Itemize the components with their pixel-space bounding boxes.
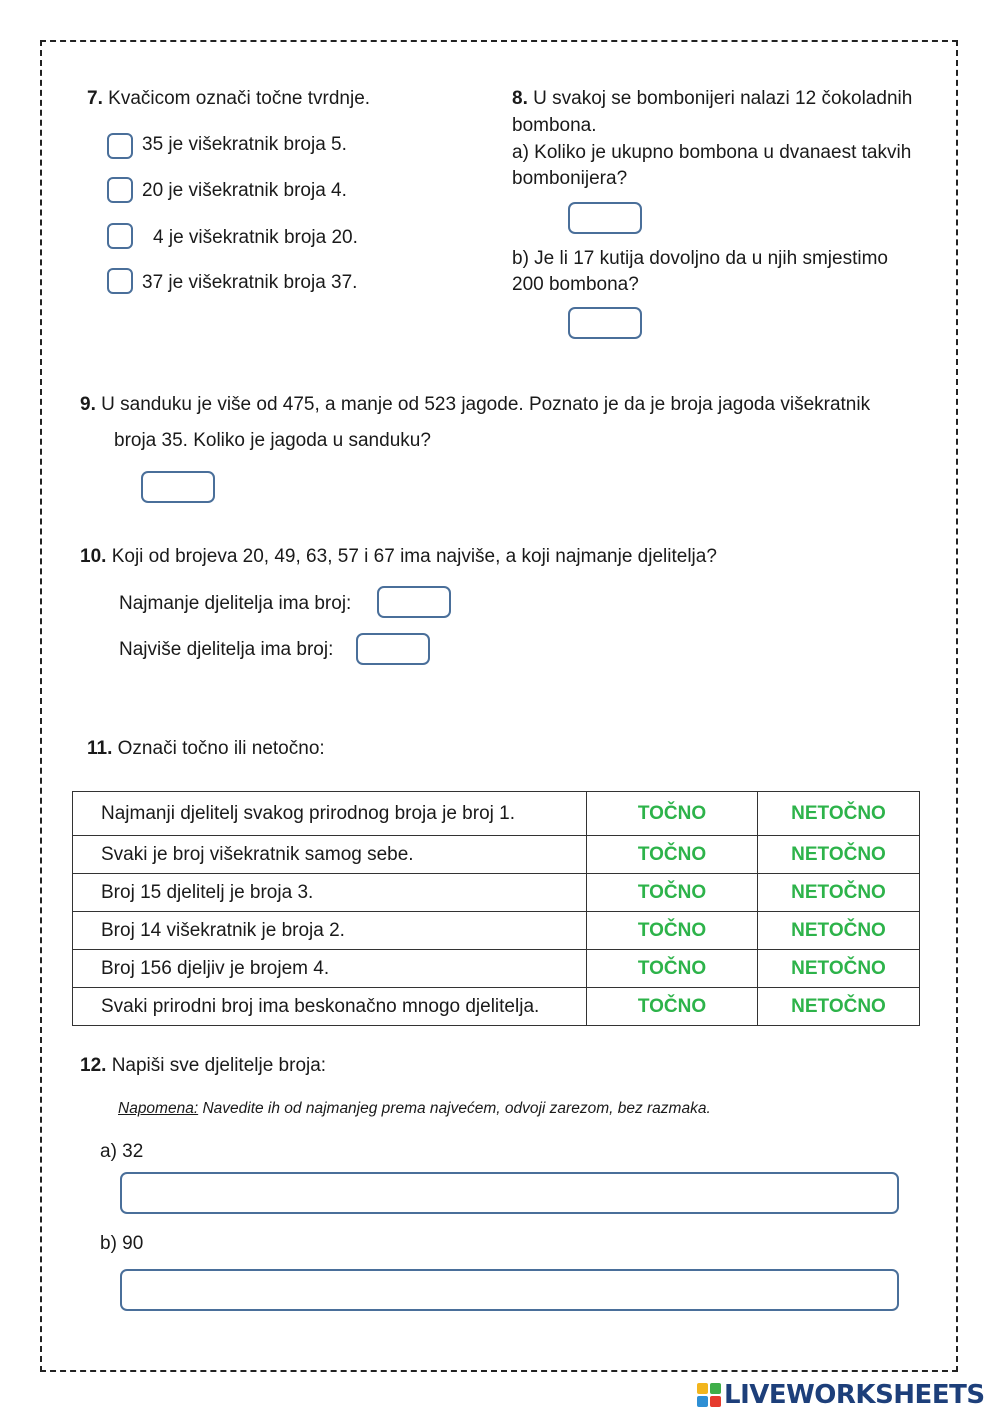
q7-prompt: 7. Kvačicom označi točne tvrdnje. <box>87 88 371 109</box>
liveworksheets-logo <box>697 1380 985 1410</box>
q9-answer-input[interactable] <box>141 471 215 503</box>
false-option[interactable]: NETOČNO <box>758 950 920 988</box>
q11-prompt: 11. Označi točno ili netočno: <box>87 738 325 759</box>
statement-cell: Broj 15 djelitelj je broja 3. <box>73 874 587 912</box>
q10-prompt: 10. Koji od brojeva 20, 49, 63, 57 i 67 ima najviše, a koji najmanje djelitelja? <box>80 546 717 567</box>
q8-a-answer-input[interactable] <box>568 202 642 234</box>
q12-a-label: a) 32 <box>100 1141 144 1162</box>
q12-note: Napomena: Navedite ih od najmanjeg prema najvećem, odvoji zarezom, bez razmaka. <box>118 1100 711 1117</box>
q7-item-3: 4 je višekratnik broja 20. <box>153 227 358 248</box>
q10-least-input[interactable] <box>377 586 451 618</box>
false-option[interactable]: NETOČNO <box>758 836 920 874</box>
q7-checkbox-4[interactable] <box>107 268 133 294</box>
statement-cell: Broj 156 djeljiv je brojem 4. <box>73 950 587 988</box>
q11-number: 11. <box>87 738 113 759</box>
q7-item-1: 35 je višekratnik broja 5. <box>142 134 347 155</box>
false-option[interactable]: NETOČNO <box>758 912 920 950</box>
q12-prompt: 12. Napiši sve djelitelje broja: <box>80 1055 327 1076</box>
true-option[interactable]: TOČNO <box>587 836 758 874</box>
q8-a-line1: a) Koliko je ukupno bombona u dvanaest takvih <box>512 142 912 163</box>
logo-square-yellow <box>697 1383 708 1394</box>
logo-square-green <box>710 1383 721 1394</box>
q8-prompt-line1: 8. U svakoj se bombonijeri nalazi 12 čokoladnih <box>512 88 913 109</box>
false-option[interactable]: NETOČNO <box>758 874 920 912</box>
true-option[interactable]: TOČNO <box>587 874 758 912</box>
logo-mark-icon <box>697 1383 721 1407</box>
table-row <box>73 988 920 1026</box>
table-row <box>73 950 920 988</box>
q12-a-answer-input[interactable] <box>120 1172 899 1214</box>
table-row <box>73 912 920 950</box>
q7-item-4: 37 je višekratnik broja 37. <box>142 272 358 293</box>
q12-b-answer-input[interactable] <box>120 1269 899 1311</box>
q8-b-line2: 200 bombona? <box>512 274 639 295</box>
table-row <box>73 874 920 912</box>
q7-checkbox-3[interactable] <box>107 223 133 249</box>
q12-number: 12. <box>80 1055 107 1076</box>
false-option[interactable]: NETOČNO <box>758 988 920 1026</box>
true-false-table <box>72 791 920 1026</box>
statement-cell: Najmanji djelitelj svakog prirodnog broja je broj 1. <box>73 792 587 836</box>
true-option[interactable]: TOČNO <box>587 912 758 950</box>
q10-most-input[interactable] <box>356 633 430 665</box>
q10-number: 10. <box>80 546 107 567</box>
q9-line1: 9. U sanduku je više od 475, a manje od 523 jagode. Poznato je da je broja jagoda višekratnik <box>80 394 871 415</box>
q10-most-label: Najviše djelitelja ima broj: <box>119 639 334 660</box>
q7-checkbox-1[interactable] <box>107 133 133 159</box>
statement-cell: Broj 14 višekratnik je broja 2. <box>73 912 587 950</box>
q7-item-2: 20 je višekratnik broja 4. <box>142 180 347 201</box>
q8-b-line1: b) Je li 17 kutija dovoljno da u njih smjestimo <box>512 248 888 269</box>
table-row <box>73 792 920 836</box>
q12-b-label: b) 90 <box>100 1233 144 1254</box>
logo-square-red <box>710 1396 721 1407</box>
true-option[interactable]: TOČNO <box>587 950 758 988</box>
false-option[interactable]: NETOČNO <box>758 792 920 836</box>
q8-a-line2: bombonijera? <box>512 168 628 189</box>
q7-checkbox-2[interactable] <box>107 177 133 203</box>
q8-number: 8. <box>512 88 528 109</box>
q9-number: 9. <box>80 394 96 415</box>
logo-text: LIVEWORKSHEETS <box>724 1380 985 1410</box>
statement-cell: Svaki prirodni broj ima beskonačno mnogo djelitelja. <box>73 988 587 1026</box>
true-option[interactable]: TOČNO <box>587 988 758 1026</box>
q12-note-label: Napomena: <box>118 1100 199 1117</box>
q8-prompt-line2: bombona. <box>512 115 597 136</box>
table-row <box>73 836 920 874</box>
true-option[interactable]: TOČNO <box>587 792 758 836</box>
logo-square-blue <box>697 1396 708 1407</box>
q9-line2: broja 35. Koliko je jagoda u sanduku? <box>114 430 431 451</box>
q10-least-label: Najmanje djelitelja ima broj: <box>119 593 352 614</box>
statement-cell: Svaki je broj višekratnik samog sebe. <box>73 836 587 874</box>
q8-b-answer-input[interactable] <box>568 307 642 339</box>
q7-number: 7. <box>87 88 103 109</box>
